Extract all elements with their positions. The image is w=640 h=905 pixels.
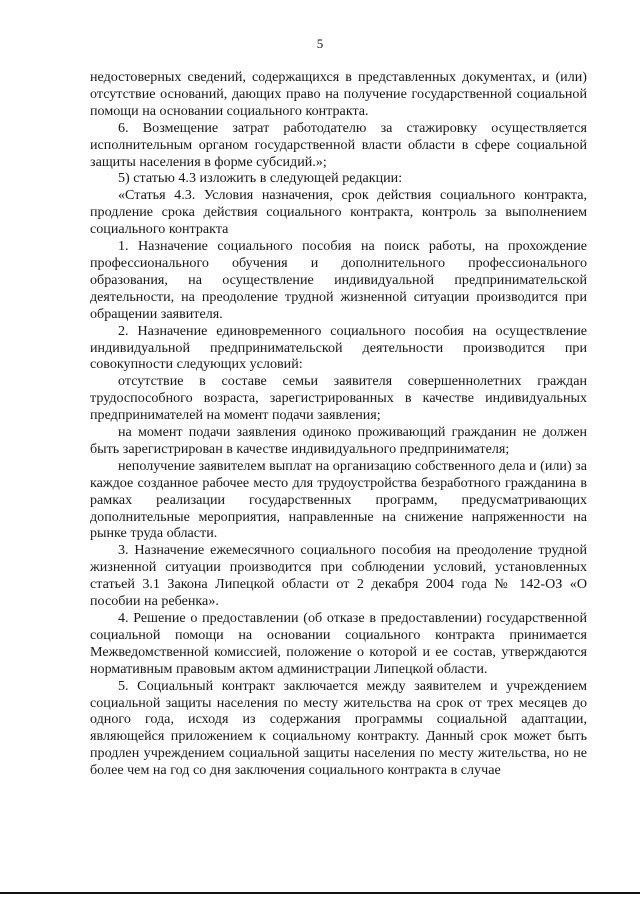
document-body <box>90 69 587 779</box>
paragraph-item-1: 1. Назначение социального пособия на поиск работы, на прохождение профессионального обучения и дополнительного профессионального образования, на осуществление индивидуальной предпринимательской деятельности, на преодоление трудной жизненной ситуации производится при обращении заявителя. <box>90 238 587 322</box>
paragraph-item-6: 6. Возмещение затрат работодателю за стажировку осуществляется исполнительным органом государственной власти области в сфере социальной защиты населения в форме субсидий.»; <box>90 119 587 170</box>
paragraph-item-2: 2. Назначение единовременного социального пособия на осуществление индивидуальной предпринимательской деятельности производится при совокупности следующих условий: <box>90 322 587 373</box>
paragraph-item-5: 5. Социальный контракт заключается между заявителем и учреждением социальной защиты населения по месту жительства на срок от трех месяцев до одного года, исходя из содержания программы социальной адаптации, являющейся приложением к социальному контракту. Данный срок может быть продлен учреждением социальной защиты населения по месту жительства, но не более чем на год со дня заключения социального контракта в случае <box>90 677 587 779</box>
scan-bottom-edge <box>0 892 640 894</box>
condition-3: неполучение заявителем выплат на организацию собственного дела и (или) за каждое созданное рабочее место для трудоустройства безработного гражданина в рамках реализации государственных программ, предусматривающих дополнительные мероприятия, направленные на снижение напряженности на рынке труда области. <box>90 457 587 542</box>
paragraph-item-3: 3. Назначение ежемесячного социального пособия на преодоление трудной жизненной ситуации производится при соблюдении условий, установленных статьей 3.1 Закона Липецкой области от 2 декабря 2004 года № 142-ОЗ «О пособии на ребенка». <box>90 542 587 610</box>
paragraph-amendment-5: 5) статью 4.3 изложить в следующей редакции: <box>118 170 403 187</box>
article-heading: «Статья 4.3. Условия назначения, срок действия социального контракта, продление срока действия социального контракта, контроль за выполнением социального контракта <box>90 187 587 238</box>
condition-1: отсутствие в составе семьи заявителя совершеннолетних граждан трудоспособного возраста, зарегистрированных в качестве индивидуальных предпринимателей на момент подачи заявления; <box>90 373 587 424</box>
paragraph-item-4: 4. Решение о предоставлении (об отказе в предоставлении) государственной социальной помощи на основании социального контракта принимается Межведомственной комиссией, положение о которой и ее состав, утверждаются нормативным правовым актом администрации Липецкой области. <box>90 610 587 677</box>
paragraph-continuation: недостоверных сведений, содержащихся в представленных документах, и (или) отсутствие оснований, дающих право на получение государственной социальной помощи на основании социального контракта. <box>90 69 587 119</box>
page-number: 5 <box>316 36 324 51</box>
condition-2: на момент подачи заявления одиноко проживающий гражданин не должен быть зарегистрирован в качестве индивидуального предпринимателя; <box>90 424 587 457</box>
